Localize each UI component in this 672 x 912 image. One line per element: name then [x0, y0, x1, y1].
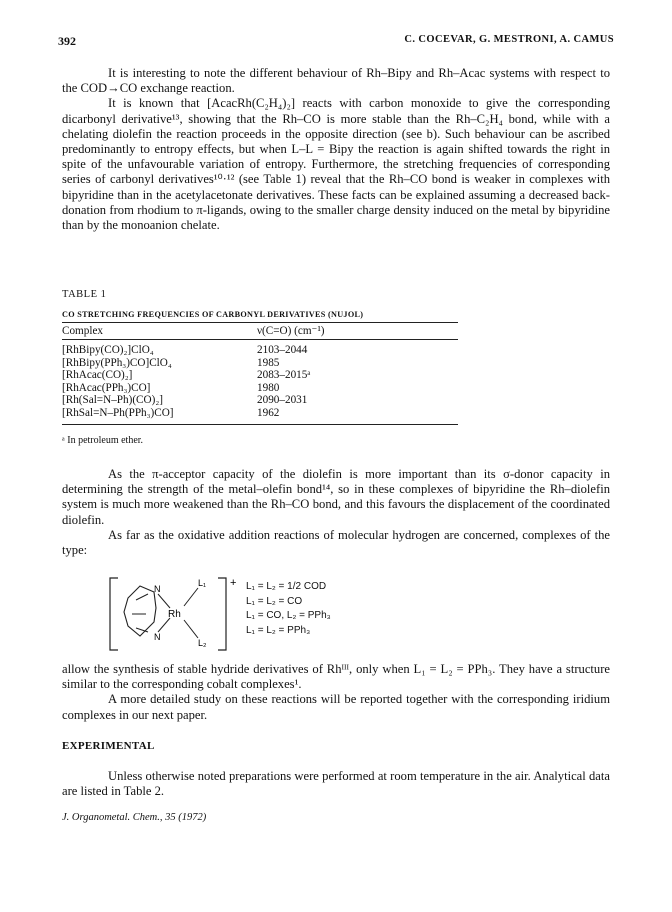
page-number: 392: [58, 34, 76, 48]
table-cell: 1980: [257, 381, 280, 394]
table-cell: 1962: [257, 407, 458, 424]
charge-label: +: [230, 577, 237, 589]
paragraph: allow the synthesis of stable hydride derivatives of Rhᴵᴵᴵ, only when L₁ = L₂ = PPh₃. They have a structure similar to the corresponding cobalt complexes¹.: [62, 662, 610, 692]
table-cell: [RhBipy(PPh₃)CO]ClO₄: [62, 356, 172, 369]
column-header: Complex: [62, 323, 257, 340]
running-header: [58, 34, 614, 52]
running-authors: C. COCEVAR, G. MESTRONI, A. CAMUS: [404, 34, 614, 45]
nitrogen-top-label: N: [154, 584, 161, 594]
table-cell: [RhAcac(CO)₂]: [62, 369, 133, 382]
table-cell: [Rh(Sal=N–Ph)(CO)₂]: [62, 394, 163, 407]
paragraph: Unless otherwise noted preparations were performed at room temperature in the air. Analytical data are listed in Table 2.: [62, 769, 610, 799]
left-bracket: [110, 578, 118, 650]
ligand-definitions: [246, 580, 331, 638]
right-bracket: [218, 578, 226, 650]
text-block-top: [62, 66, 610, 233]
paragraph: As far as the oxidative addition reactions of molecular hydrogen are concerned, complexes of the type:: [62, 527, 610, 558]
ligand-l2-label: L₂: [198, 638, 207, 648]
paragraph: As the π-acceptor capacity of the diolefin is more important than its σ-donor capacity in determining the strength of the metal–olefin bond¹⁴, so in these complexes of bipyridine the Rh–diolefin system is much more weakened than the Rh–CO bond, and this favours the displacement of the coordinated diolefin.: [62, 467, 610, 527]
frequency-table: [62, 322, 458, 425]
table-cell: 2083–2015ᵃ: [257, 369, 311, 382]
ligand-definition: L₁ = L₂ = CO: [246, 595, 303, 607]
paragraph: A more detailed study on these reactions will be reported together with the corresponding iridium complexes in our next paper.: [62, 692, 610, 722]
table-row: [62, 407, 458, 424]
journal-citation: J. Organometal. Chem., 35 (1972): [62, 812, 207, 823]
table-cell: [RhAcac(PPh₃)CO]: [62, 381, 151, 394]
paragraph: It is known that [AcacRh(C₂H₄)₂] reacts with carbon monoxide to give the corresponding dicarbonyl derivative¹³, showing that the Rh–CO is more stable than the Rh–C₂H₄ bond, while with a chelating diolefin the reaction proceeds in the opposite direction (see b). Such behaviour can be ascribed predominantly to entropy effects, but when L–L = Bipy the reaction is again shifted towards the right in spite of the unfavourable variation of entropy. Furthermore, the stretching frequencies of corresponding series of carbonyl derivatives¹⁰·¹² (see Table 1) reveal that the Rh–CO bond is weaker in complexes with bipyridine than in the acetylacetonate derivatives. These facts can be explained assuming a decreased back-donation from rhodium to π-ligands, owing to the smaller charge density induced on the metal by bipyridine than by the monoanion chelate.: [62, 96, 610, 233]
table-cell: 2090–2031: [257, 394, 308, 407]
table-1: [62, 289, 458, 446]
table-cell: 2103–2044: [257, 344, 308, 356]
table-cell: [RhSal=N–Ph(PPh₃)CO]: [62, 407, 257, 424]
text-block-mid: [62, 467, 610, 558]
nitrogen-bottom-label: N: [154, 632, 161, 642]
table-cell: [RhBipy(CO)₂]ClO₄: [62, 344, 154, 356]
paragraph: It is interesting to note the different behaviour of Rh–Bipy and Rh–Acac systems with respect to the COD→CO exchange reaction.: [62, 66, 610, 96]
rh-l1-bond: [184, 588, 198, 606]
table-row: [62, 394, 458, 407]
rhodium-label: Rh: [168, 609, 181, 620]
text-block-bottom: [62, 662, 610, 723]
table-header-row: [62, 323, 458, 340]
bipyridine-inner-bonds: [132, 594, 148, 632]
rh-l2-bond: [184, 620, 198, 638]
ligand-definition: L₁ = L₂ = PPh₃: [246, 624, 311, 636]
table-footnote: ᵃ In petroleum ether.: [62, 434, 144, 446]
ligand-definition: L₁ = CO, L₂ = PPh₃: [246, 610, 331, 621]
section-heading-experimental: EXPERIMENTAL: [62, 740, 155, 752]
table-row: [62, 340, 458, 357]
table-cell: 1985: [257, 356, 280, 369]
table-row: [62, 382, 458, 395]
n-rh-bond-bottom: [158, 618, 170, 632]
n-rh-bond-top: [158, 594, 170, 608]
ligand-definition: L₁ = L₂ = 1/2 COD: [246, 581, 327, 592]
column-header: ν(C=O) (cm⁻¹): [257, 323, 458, 340]
table-label: TABLE 1: [62, 289, 107, 300]
text-block-experimental: [62, 769, 610, 799]
table-title: CO STRETCHING FREQUENCIES OF CARBONYL DERIVATIVES (NUJOL): [62, 310, 364, 319]
bipyridine-ring: [124, 586, 156, 636]
table-row: [62, 369, 458, 382]
table-row: [62, 357, 458, 370]
ligand-l1-label: L₁: [198, 578, 207, 588]
